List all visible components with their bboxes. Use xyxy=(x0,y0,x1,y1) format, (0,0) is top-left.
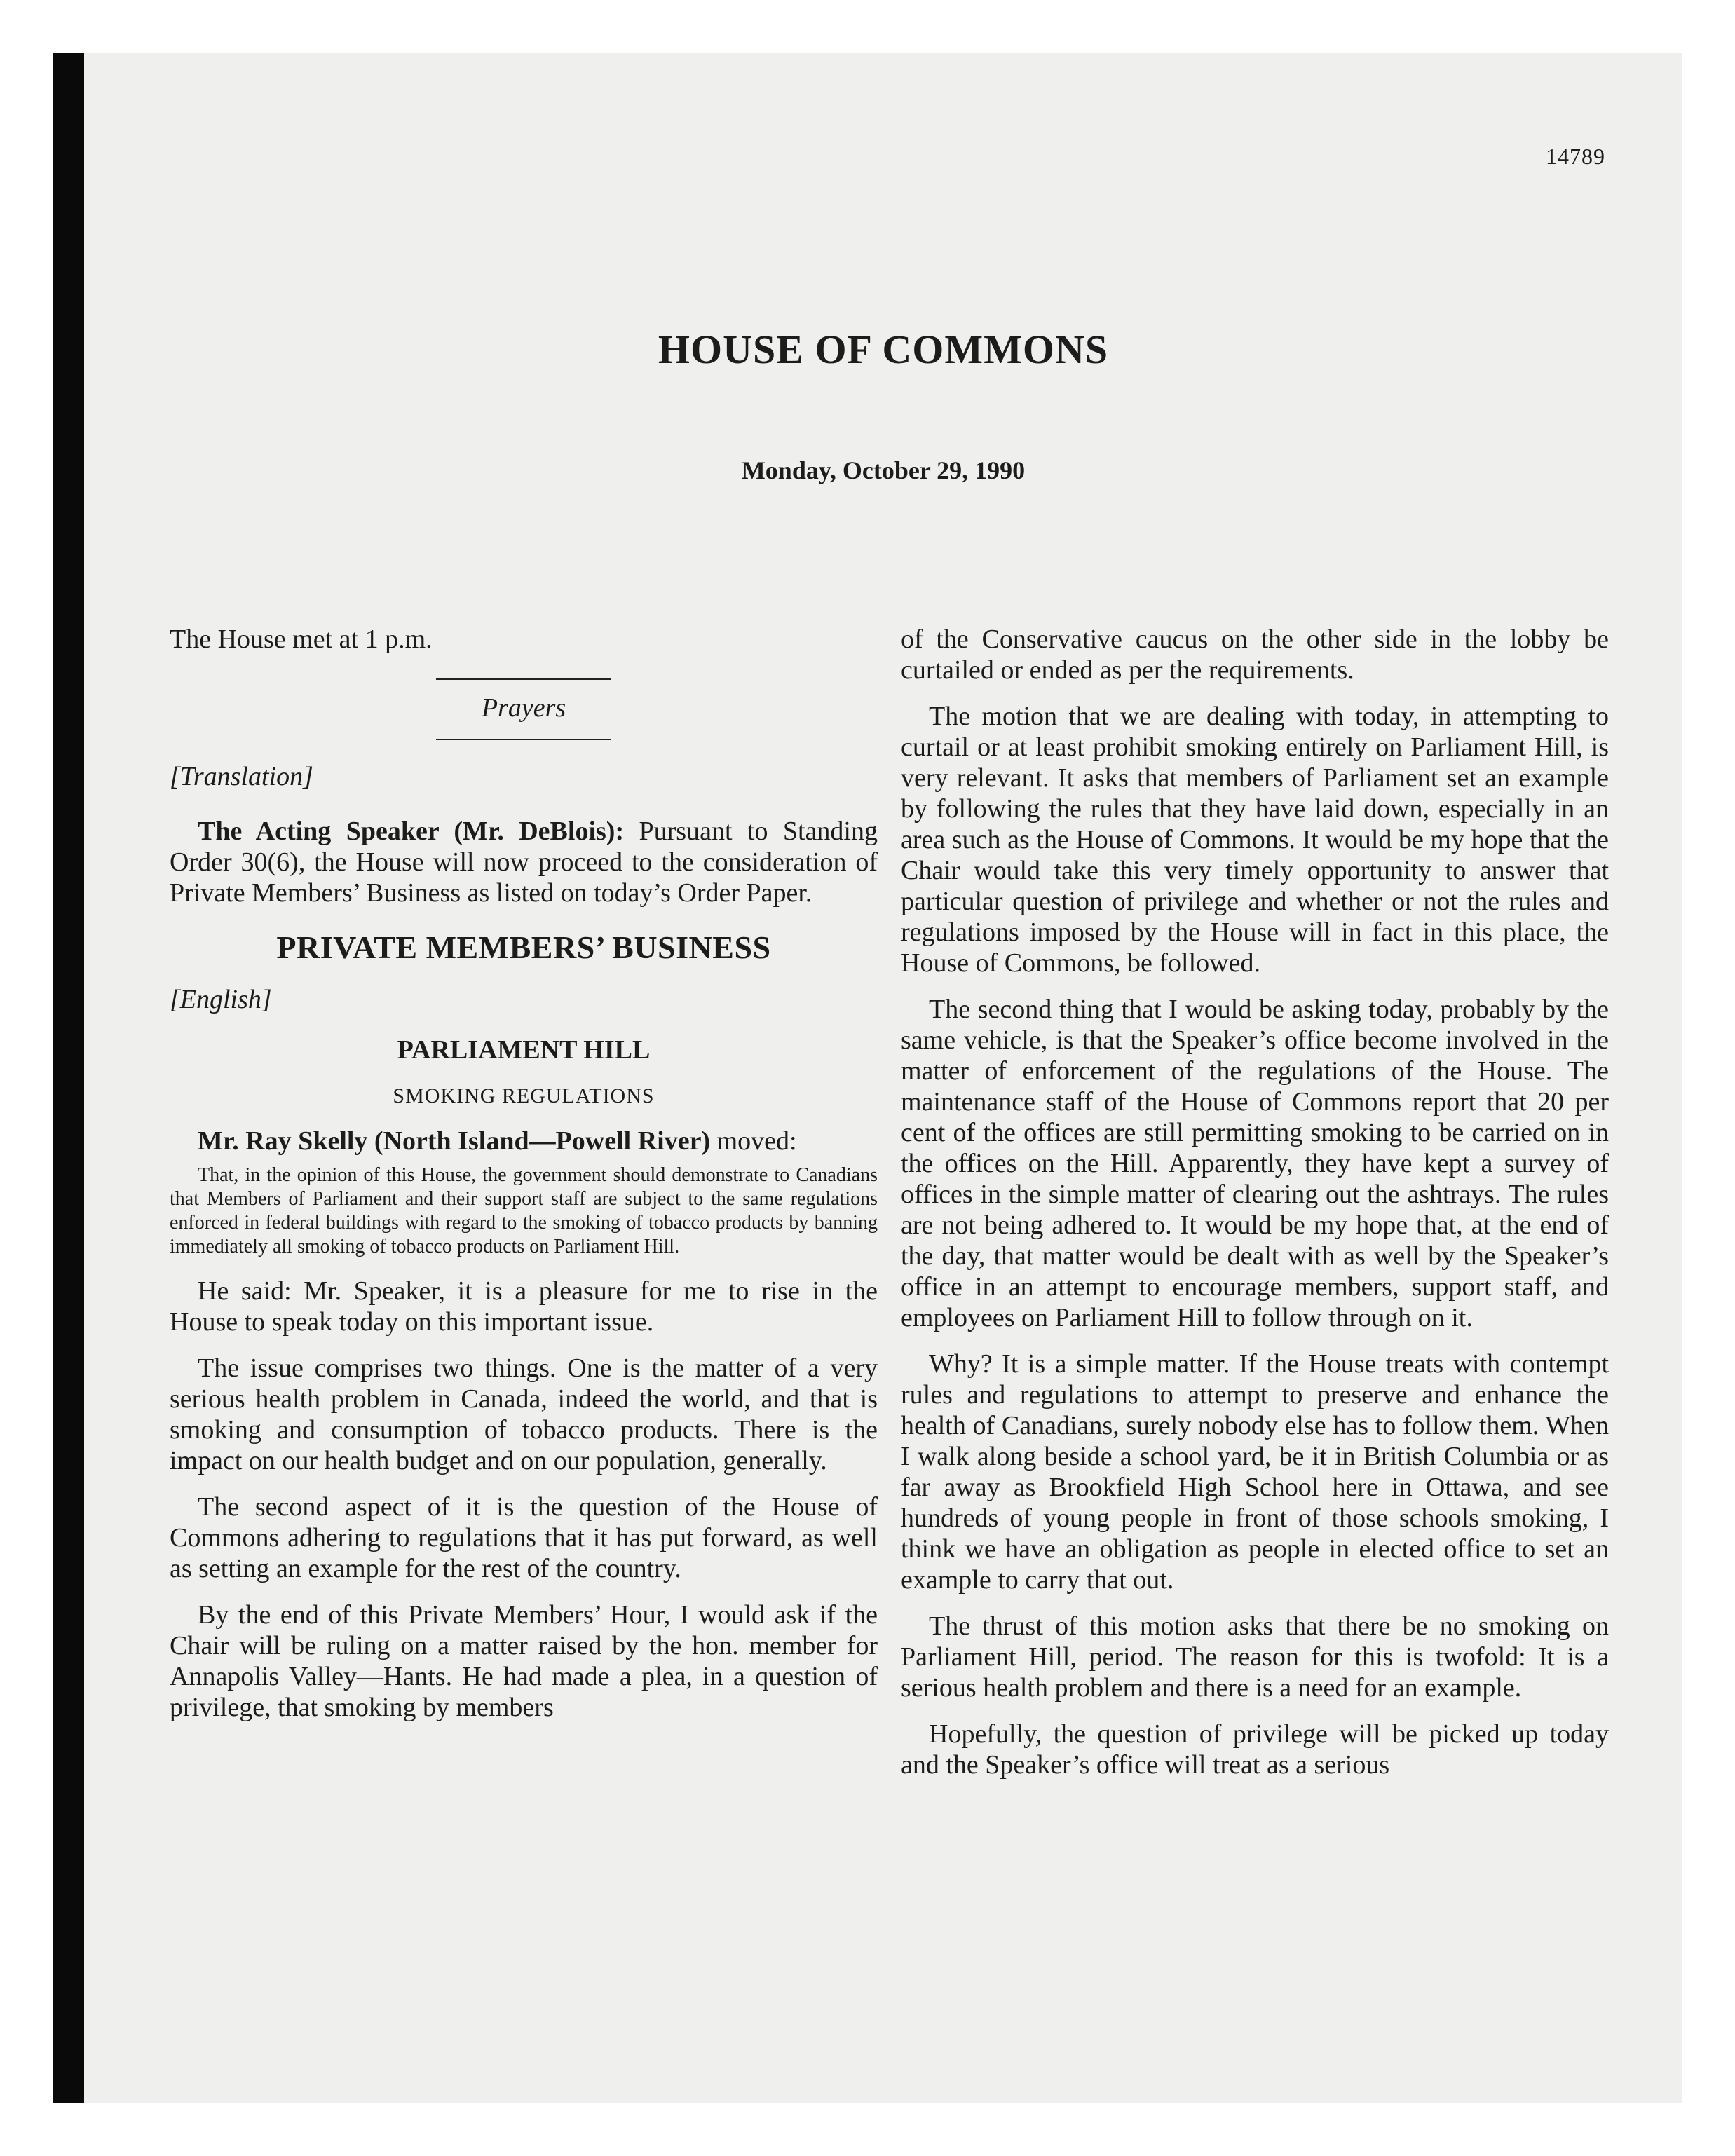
mover-text: moved: xyxy=(710,1126,797,1156)
body-paragraph: Why? It is a simple matter. If the House treats with contempt rules and regulations to attempt to preserve and enhance the health of Canadians, surely nobody else has to follow them. When I walk along beside a school yard, be it in British Columbia or as far away as Brookfield High School here in Ottawa, and see hundreds of young people in front of those schools smoking, I think we have an obligation as people in elected office to set an example to carry that out. xyxy=(901,1349,1609,1595)
speaker-text: Pursuant to Standing Order 30(6), the House will now proceed to the consideration of Private Members’ Business as listed on today’s Order Paper. xyxy=(170,817,878,908)
body-paragraph: The motion that we are dealing with today, in attempting to curtail or at least prohibit smoking entirely on Parliament Hill, is very relevant. It asks that members of Parliament set an example by following the rules that they have laid down, especially in an area such as the House of Commons. It would be my hope that the Chair would take this very timely opportunity to answer that particular question of privilege and whether or not the rules and regulations imposed by the House will in fact in this place, the House of Commons, be followed. xyxy=(901,702,1609,978)
acting-speaker-paragraph xyxy=(170,816,878,908)
scan-edge-shadow xyxy=(53,53,84,2103)
body-paragraph: of the Conservative caucus on the other side in the lobby be curtailed or ended as per the requirements. xyxy=(901,625,1609,685)
body-paragraph: By the end of this Private Members’ Hour, I would ask if the Chair will be ruling on a matter raised by the hon. member for Annapolis Valley—Hants. He had made a plea, in a question of privilege, that smoking by members xyxy=(170,1600,878,1722)
body-paragraph: Hopefully, the question of privilege will be picked up today and the Speaker’s office will treat as a serious xyxy=(901,1719,1609,1780)
section-heading: PRIVATE MEMBERS’ BUSINESS xyxy=(276,929,771,965)
hansard-page xyxy=(84,53,1682,2103)
page-title: HOUSE OF COMMONS xyxy=(658,327,1109,372)
translation-tag: [Translation] xyxy=(170,762,313,791)
body-paragraph: The second thing that I would be asking today, probably by the same vehicle, is that the Speaker’s office become involved in the matter of enforcement of the regulations of the House. The maintenance staff of the House of Commons report that 20 per cent of the offices are still permitting smoking to be carried on in the offices on the Hill. Apparently, they have kept a survey of offices in the simple matter of clearing out the ashtrays. The rules are not being adhered to. It would be my hope that, at the end of the day, that matter would be dealt with as well by the Speaker’s office in an attempt to encourage members, support staff, and employees on Parliament Hill to follow through on it. xyxy=(901,995,1609,1332)
speaker-name: The Acting Speaker (Mr. DeBlois): xyxy=(198,817,625,846)
house-met-line: The House met at 1 p.m. xyxy=(170,625,433,654)
english-tag: [English] xyxy=(170,985,272,1014)
body-paragraph: The thrust of this motion asks that there be no smoking on Parliament Hill, period. The reason for this is twofold: It is a serious health problem and there is a need for an example. xyxy=(901,1611,1609,1703)
left-column xyxy=(170,624,878,1738)
body-paragraph: He said: Mr. Speaker, it is a pleasure for me to rise in the House to speak today on this important issue. xyxy=(170,1276,878,1337)
body-paragraph: The second aspect of it is the question of the House of Commons adhering to regulations that it has put forward, as well as setting an example for the rest of the country. xyxy=(170,1492,878,1583)
prayers-heading: Prayers xyxy=(481,693,566,723)
divider-rule xyxy=(436,678,611,680)
body-paragraph: The issue comprises two things. One is the matter of a very serious health problem in Canada, indeed the world, and that is smoking and consumption of tobacco products. There is the impact on our health budget and on our population, generally. xyxy=(170,1353,878,1475)
right-column xyxy=(901,624,1609,1796)
topic-heading: SMOKING REGULATIONS xyxy=(393,1084,655,1107)
page-number: 14789 xyxy=(1546,144,1605,169)
mover-paragraph xyxy=(170,1126,878,1157)
sitting-date: Monday, October 29, 1990 xyxy=(741,456,1026,484)
mover-name: Mr. Ray Skelly (North Island—Powell River) xyxy=(198,1126,711,1156)
motion-text: That, in the opinion of this House, the government should demonstrate to Canadians that Members of Parliament and their support staff are subject to the same regulations enforced in federal buildings with regard to the smoking of tobacco products by banning immediately all smoking of tobacco products on Parliament Hill. xyxy=(170,1164,878,1257)
divider-rule xyxy=(436,739,611,740)
subject-heading: PARLIAMENT HILL xyxy=(397,1035,651,1065)
